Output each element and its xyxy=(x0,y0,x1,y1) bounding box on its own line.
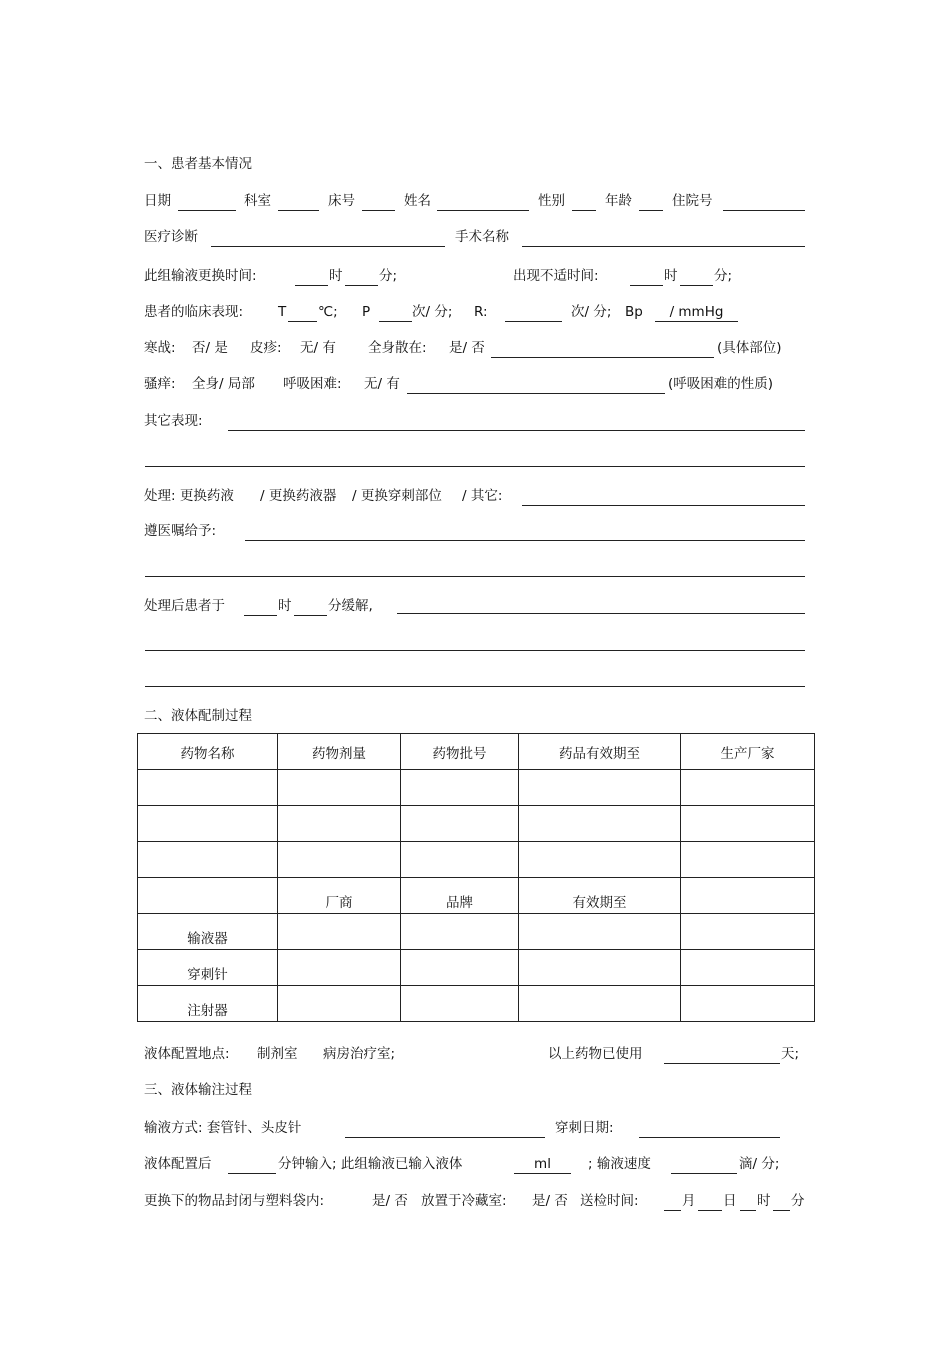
order-field-line1[interactable] xyxy=(245,540,805,541)
puncture-date-field[interactable] xyxy=(639,1137,780,1138)
drug-table xyxy=(137,733,815,1022)
change-hour-field[interactable] xyxy=(295,285,328,286)
table-cell[interactable] xyxy=(681,842,815,878)
table-row xyxy=(138,770,815,806)
table-row xyxy=(138,806,815,842)
relief-minute-field[interactable] xyxy=(294,615,327,616)
header-expiry: 药品有效期至 xyxy=(519,734,681,770)
order-label: 遵医嘱给予: xyxy=(144,523,217,539)
age-label: 年龄 xyxy=(605,193,632,209)
table-cell[interactable] xyxy=(401,914,519,950)
send-day-unit: 日 xyxy=(723,1193,737,1209)
pulse-label: P xyxy=(362,304,371,320)
after-config-label: 液体配置后 xyxy=(144,1156,212,1172)
dept-field[interactable] xyxy=(278,210,319,211)
table-cell[interactable] xyxy=(138,806,278,842)
table-cell[interactable] xyxy=(519,770,681,806)
surgery-field[interactable] xyxy=(522,246,805,247)
date-label: 日期 xyxy=(144,193,171,209)
itch-options[interactable]: 全身/ 局部 xyxy=(192,376,255,392)
header-drug-name: 药物名称 xyxy=(138,734,278,770)
device-row-needle xyxy=(138,950,815,986)
send-hour-unit: 时 xyxy=(757,1193,771,1209)
treatment-option-device[interactable]: / 更换药液器 xyxy=(260,488,337,504)
temperature-field[interactable] xyxy=(288,321,317,322)
inpatient-no-field[interactable] xyxy=(723,210,805,211)
discomfort-minute-field[interactable] xyxy=(680,285,713,286)
name-field[interactable] xyxy=(437,210,529,211)
table-cell[interactable] xyxy=(278,806,401,842)
header-device-expiry: 有效期至 xyxy=(519,878,681,914)
chills-label: 寒战: xyxy=(144,340,176,356)
pulse-field[interactable] xyxy=(379,321,412,322)
sex-label: 性别 xyxy=(538,193,565,209)
puncture-date-label: 穿刺日期: xyxy=(555,1120,614,1136)
fridge-label: 放置于冷藏室: xyxy=(421,1193,507,1209)
dyspnea-label: 呼吸困难: xyxy=(283,376,342,392)
order-field-line2[interactable] xyxy=(145,576,805,577)
table-cell[interactable] xyxy=(401,806,519,842)
table-cell[interactable] xyxy=(278,950,401,986)
respiration-field[interactable] xyxy=(505,321,562,322)
send-month-field[interactable] xyxy=(664,1210,681,1211)
speed-field[interactable] xyxy=(671,1173,737,1174)
relief-hour-field[interactable] xyxy=(244,615,277,616)
chills-options[interactable]: 否/ 是 xyxy=(192,340,228,356)
location-option-pharmacy[interactable]: 制剂室 xyxy=(257,1046,298,1062)
other-label: 其它表现: xyxy=(144,413,203,429)
send-minute-unit: 分 xyxy=(791,1193,805,1209)
table-cell[interactable] xyxy=(519,806,681,842)
diagnosis-label: 医疗诊断 xyxy=(144,229,198,245)
device-row-infusion-set xyxy=(138,914,815,950)
table-cell[interactable] xyxy=(138,770,278,806)
specific-site-note: (具体部位) xyxy=(717,340,782,356)
location-option-ward[interactable]: 病房治疗室; xyxy=(323,1046,396,1062)
used-label: 以上药物已使用 xyxy=(548,1046,643,1062)
change-minute-field[interactable] xyxy=(345,285,378,286)
itch-label: 骚痒: xyxy=(144,376,176,392)
treatment-other-field[interactable] xyxy=(522,505,805,506)
after-label: 处理后患者于 xyxy=(144,598,225,614)
rash-options[interactable]: 无/ 有 xyxy=(300,340,336,356)
diagnosis-field[interactable] xyxy=(211,246,445,247)
table-cell[interactable] xyxy=(401,770,519,806)
clinical-label: 患者的临床表现: xyxy=(144,304,244,320)
treatment-option-other[interactable]: / 其它: xyxy=(462,488,503,504)
temperature-label: T xyxy=(278,304,287,320)
send-month-unit: 月 xyxy=(682,1193,696,1209)
table-header-row xyxy=(138,734,815,770)
section2-title: 二、液体配制过程 xyxy=(144,708,252,724)
header-drug-dose: 药物剂量 xyxy=(278,734,401,770)
inpatient-no-label: 住院号 xyxy=(672,193,713,209)
method-field[interactable] xyxy=(345,1137,545,1138)
change-hour-unit: 时 xyxy=(329,268,343,284)
discomfort-time-label: 出现不适时间: xyxy=(513,268,599,284)
dyspnea-note: (呼吸困难的性质) xyxy=(668,376,774,392)
header-manufacturer: 生产厂家 xyxy=(681,734,815,770)
table-cell xyxy=(138,878,278,914)
treatment-option-site[interactable]: / 更换穿刺部位 xyxy=(352,488,442,504)
header-batch-no: 药物批号 xyxy=(401,734,519,770)
rash-label: 皮疹: xyxy=(250,340,282,356)
speed-label: ; 输液速度 xyxy=(588,1156,651,1172)
table-cell[interactable] xyxy=(401,950,519,986)
table-cell[interactable] xyxy=(681,986,815,1022)
send-time-label: 送检时间: xyxy=(580,1193,639,1209)
discomfort-hour-field[interactable] xyxy=(630,285,663,286)
table-cell[interactable] xyxy=(681,806,815,842)
temperature-unit: ℃; xyxy=(318,304,338,320)
table-cell[interactable] xyxy=(278,986,401,1022)
table-cell[interactable] xyxy=(278,770,401,806)
relief-field-line3[interactable] xyxy=(145,686,805,687)
bed-label: 床号 xyxy=(328,193,355,209)
other-field-line1[interactable] xyxy=(228,430,805,431)
sex-field[interactable] xyxy=(572,210,596,211)
speed-unit: 滴/ 分; xyxy=(739,1156,780,1172)
table-row xyxy=(138,842,815,878)
name-label: 姓名 xyxy=(404,193,431,209)
location-label: 液体配置地点: xyxy=(144,1046,230,1062)
body-rash-options[interactable]: 是/ 否 xyxy=(449,340,485,356)
relief-label: 分缓解, xyxy=(328,598,373,614)
change-minute-unit: 分; xyxy=(379,268,398,284)
device-label-infusion-set: 输液器 xyxy=(138,914,278,950)
dyspnea-nature-field[interactable] xyxy=(407,393,665,394)
bed-field[interactable] xyxy=(362,210,395,211)
device-label-syringe: 注射器 xyxy=(138,986,278,1022)
minutes-infused-label: 分钟输入; 此组输液已输入液体 xyxy=(278,1156,463,1172)
respiration-unit: 次/ 分; xyxy=(571,304,612,320)
rash-site-field[interactable] xyxy=(491,357,714,358)
device-row-syringe xyxy=(138,986,815,1022)
treatment-label: 处理: 更换药液 xyxy=(144,488,234,504)
bp-label: Bp xyxy=(625,304,643,320)
respiration-label: R: xyxy=(474,304,488,320)
sealed-label: 更换下的物品封闭与塑料袋内: xyxy=(144,1193,325,1209)
discomfort-hour-unit: 时 xyxy=(664,268,678,284)
discomfort-minute-unit: 分; xyxy=(714,268,733,284)
device-header-row xyxy=(138,878,815,914)
method-label: 输液方式: 套管针、头皮针 xyxy=(144,1120,302,1136)
table-cell[interactable] xyxy=(519,986,681,1022)
section3-title: 三、液体输注过程 xyxy=(144,1082,252,1098)
header-brand: 品牌 xyxy=(401,878,519,914)
sealed-options[interactable]: 是/ 否 xyxy=(372,1193,408,1209)
section1-title: 一、患者基本情况 xyxy=(144,156,252,172)
table-cell[interactable] xyxy=(681,950,815,986)
table-cell[interactable] xyxy=(278,842,401,878)
relief-hour-unit: 时 xyxy=(278,598,292,614)
send-day-field[interactable] xyxy=(698,1210,722,1211)
infused-volume-field[interactable]: ml xyxy=(514,1155,571,1174)
body-rash-label: 全身散在: xyxy=(368,340,427,356)
table-cell[interactable] xyxy=(519,842,681,878)
send-hour-field[interactable] xyxy=(740,1210,756,1211)
pulse-unit: 次/ 分; xyxy=(412,304,453,320)
table-cell[interactable] xyxy=(278,914,401,950)
table-cell[interactable] xyxy=(138,842,278,878)
table-cell[interactable] xyxy=(401,842,519,878)
table-cell[interactable] xyxy=(681,770,815,806)
relief-field-line1[interactable] xyxy=(397,613,805,614)
used-days-field[interactable] xyxy=(664,1063,780,1064)
device-label-needle: 穿刺针 xyxy=(138,950,278,986)
other-field-line2[interactable] xyxy=(145,466,805,467)
age-field[interactable] xyxy=(639,210,663,211)
after-config-minutes-field[interactable] xyxy=(228,1173,276,1174)
date-field[interactable] xyxy=(178,210,236,211)
surgery-label: 手术名称 xyxy=(455,229,509,245)
bp-field[interactable]: / mmHg xyxy=(655,303,738,322)
days-unit: 天; xyxy=(781,1046,800,1062)
dept-label: 科室 xyxy=(244,193,271,209)
send-minute-field[interactable] xyxy=(773,1210,790,1211)
table-cell[interactable] xyxy=(519,950,681,986)
table-cell[interactable] xyxy=(401,986,519,1022)
table-cell xyxy=(681,878,815,914)
table-cell[interactable] xyxy=(519,914,681,950)
relief-field-line2[interactable] xyxy=(145,650,805,651)
header-vendor: 厂商 xyxy=(278,878,401,914)
table-cell[interactable] xyxy=(681,914,815,950)
change-time-label: 此组输液更换时间: xyxy=(144,268,257,284)
fridge-options[interactable]: 是/ 否 xyxy=(532,1193,568,1209)
dyspnea-options[interactable]: 无/ 有 xyxy=(364,376,400,392)
